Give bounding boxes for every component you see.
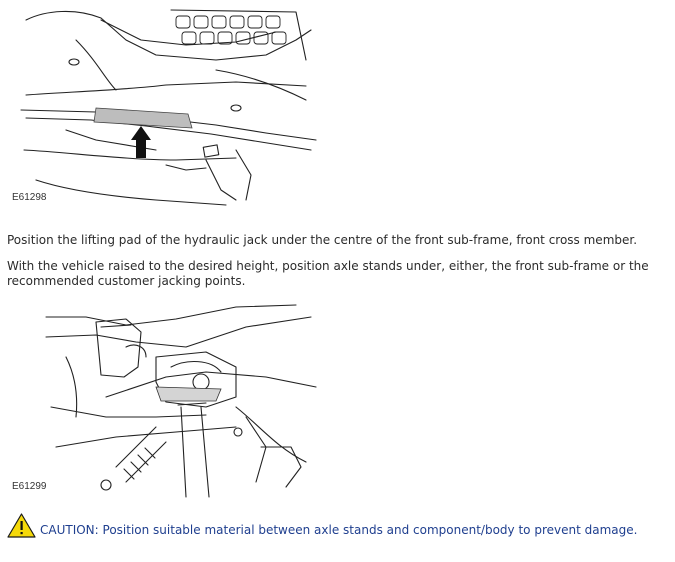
illustration-e61298 — [6, 0, 326, 212]
illustration-e61299 — [6, 297, 326, 499]
subframe-jack-point-drawing — [6, 0, 326, 212]
step-1-text: Position the lifting pad of the hydraulic jack under the centre of the front sub-frame, front cross member. — [7, 233, 638, 247]
step-2-text: With the vehicle raised to the desired height, position axle stands under, either, the front sub-frame or the recommended customer jacking points. — [7, 259, 649, 288]
warning-triangle-icon — [7, 513, 36, 538]
caution-text: CAUTION: Position suitable material between axle stands and component/body to prevent damage. — [40, 523, 638, 537]
axle-stand-drawing — [6, 297, 326, 499]
caution-note — [7, 513, 637, 538]
clipped-next-step — [26, 556, 326, 562]
figure-label: E61299 — [12, 481, 47, 492]
figure-label: E61298 — [12, 192, 47, 203]
